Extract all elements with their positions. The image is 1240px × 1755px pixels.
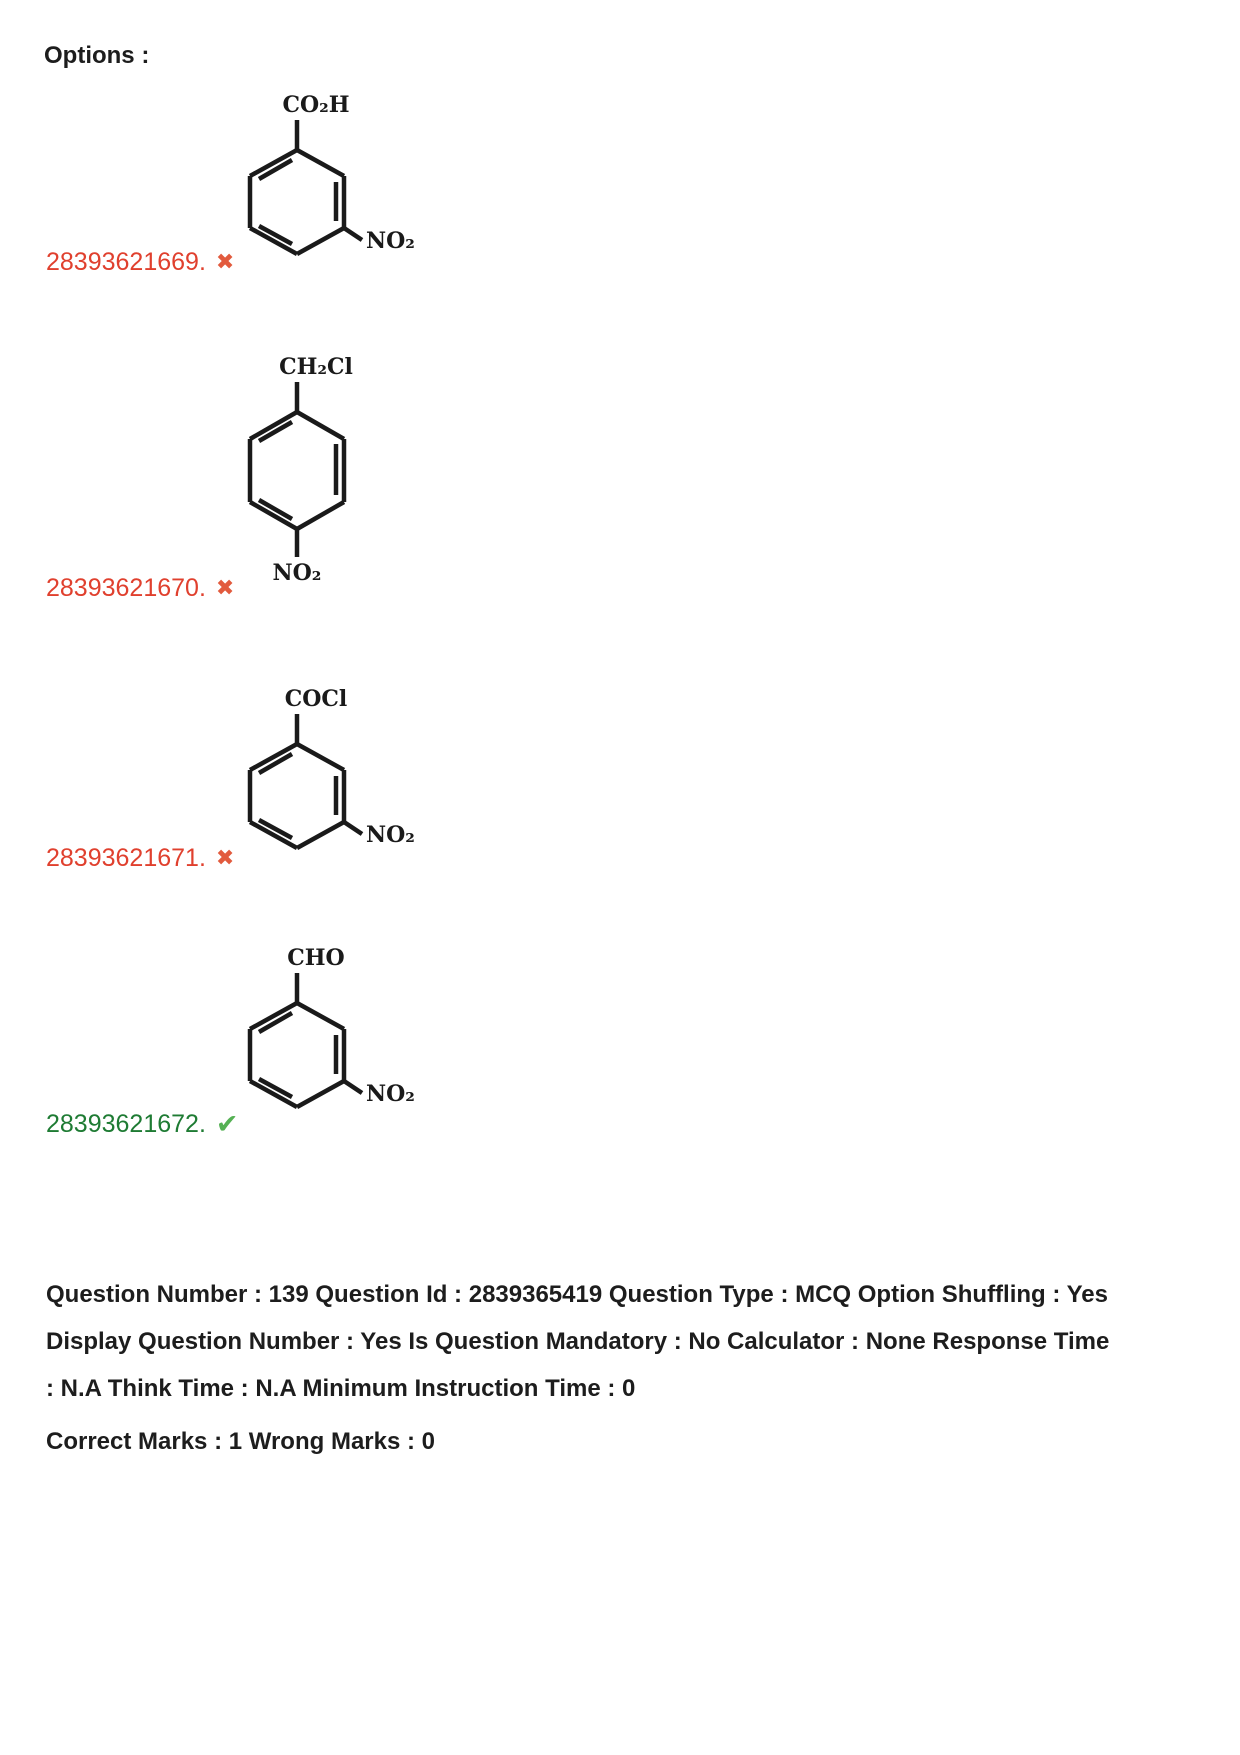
substituent-top-label: CO₂H xyxy=(282,92,350,118)
option-id-3: 28393621671. xyxy=(46,844,206,872)
option-id-2: 28393621670. xyxy=(46,574,206,602)
option-row-4[interactable] xyxy=(46,1110,239,1139)
correct-check-icon: ✔ xyxy=(215,1109,239,1140)
option-row-3[interactable] xyxy=(46,844,234,873)
wrong-cross-icon: ✖ xyxy=(215,249,235,275)
substituent-meta-label: NO₂ xyxy=(366,228,415,254)
chemical-structure-option-2 xyxy=(240,350,450,590)
question-metadata-line-2: Display Question Number : Yes Is Question Mandatory : No Calculator : None Response Time xyxy=(46,1328,1110,1355)
chemical-structure-option-1 xyxy=(240,88,450,263)
marks-line: Correct Marks : 1 Wrong Marks : 0 xyxy=(46,1428,436,1455)
substituent-meta-label: NO₂ xyxy=(366,822,415,848)
option-row-2[interactable] xyxy=(46,574,234,603)
wrong-cross-icon: ✖ xyxy=(215,575,235,601)
substituent-top-label: COCl xyxy=(284,686,348,712)
wrong-cross-icon: ✖ xyxy=(215,845,235,871)
options-heading: Options : xyxy=(44,42,150,69)
option-row-1[interactable] xyxy=(46,248,234,277)
chemical-structure-option-4 xyxy=(240,941,450,1116)
question-metadata-line-3: : N.A Think Time : N.A Minimum Instruction Time : 0 xyxy=(46,1375,636,1402)
question-metadata-line-1: Question Number : 139 Question Id : 2839365419 Question Type : MCQ Option Shuffling : Yes xyxy=(46,1281,1108,1308)
option-id-1: 28393621669. xyxy=(46,248,206,276)
substituent-meta-label: NO₂ xyxy=(366,1081,415,1107)
substituent-top-label: CHO xyxy=(287,945,345,971)
substituent-top-label: CH₂Cl xyxy=(279,354,353,380)
chemical-structure-option-3 xyxy=(240,682,450,857)
option-id-4: 28393621672. xyxy=(46,1110,206,1138)
substituent-para-label: NO₂ xyxy=(272,560,322,586)
